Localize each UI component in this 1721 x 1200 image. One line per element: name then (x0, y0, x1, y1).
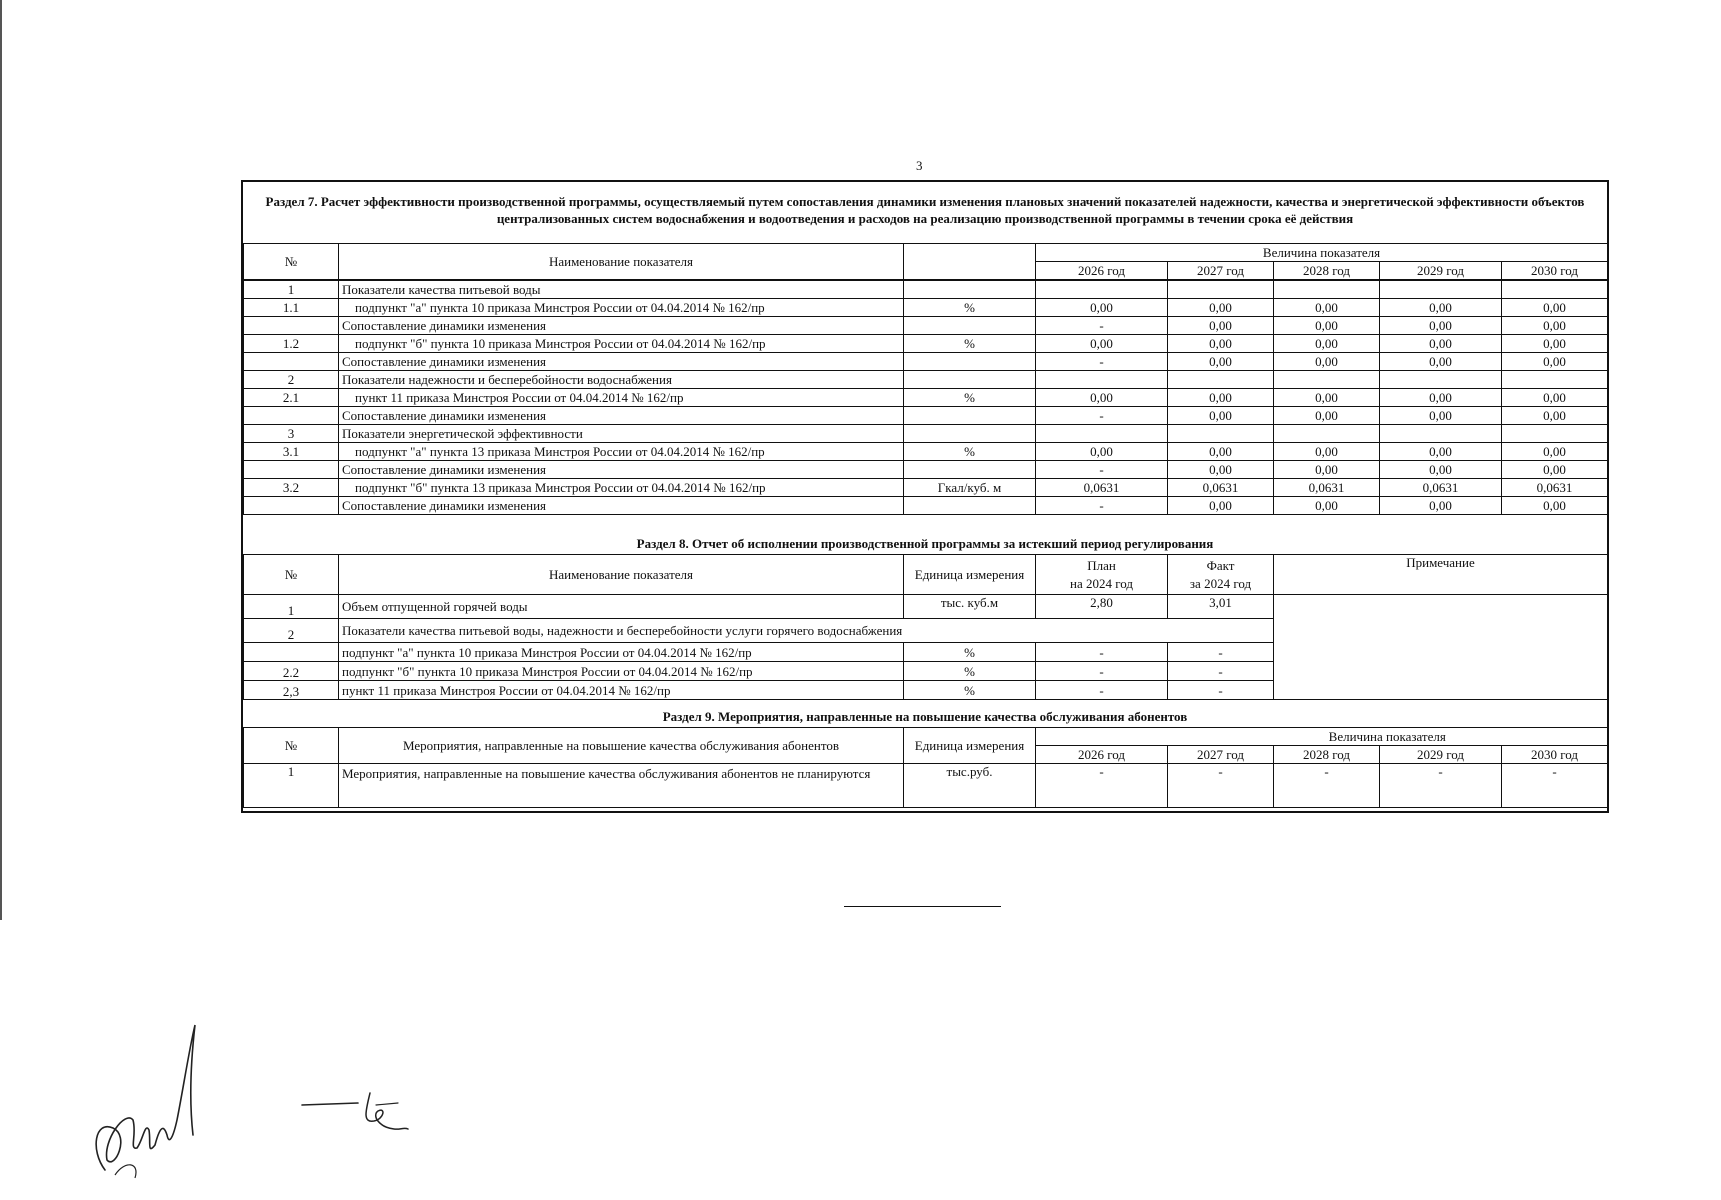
row-value: - (1036, 764, 1168, 808)
row-unit: % (904, 335, 1036, 353)
s7-year: 2026 год (1036, 262, 1168, 280)
s9-year: 2026 год (1036, 746, 1168, 764)
row-value: 0,00 (1502, 317, 1608, 335)
row-value (1168, 281, 1274, 299)
row-value: - (1380, 764, 1502, 808)
row-name: Показатели качества питьевой воды (339, 281, 904, 299)
row-name: Сопоставление динамики изменения (339, 317, 904, 335)
row-value: 0,00 (1380, 299, 1502, 317)
row-no (244, 461, 339, 479)
row-name: подпункт "а" пункта 10 приказа Минстроя России от 04.04.2014 № 162/пр (339, 643, 904, 662)
row-no: 3.2 (244, 479, 339, 497)
row-value: 0,00 (1380, 353, 1502, 371)
table-row (244, 595, 1608, 619)
row-value: 0,00 (1380, 335, 1502, 353)
row-unit (904, 353, 1036, 371)
row-value: 0,0631 (1036, 479, 1168, 497)
page-number: 3 (916, 158, 923, 173)
row-unit: тыс. куб.м (904, 595, 1036, 619)
row-value: 0,00 (1380, 407, 1502, 425)
s9-header-spacer (1036, 728, 1168, 746)
row-no (244, 317, 339, 335)
row-value: 0,00 (1274, 443, 1380, 461)
row-value: 0,0631 (1274, 479, 1380, 497)
row-no (244, 643, 339, 662)
row-no: 1 (244, 281, 339, 299)
row-unit: % (904, 443, 1036, 461)
table-row (244, 479, 1608, 497)
table-row (244, 497, 1608, 515)
row-plan: - (1036, 681, 1168, 700)
section8-table (243, 554, 1608, 700)
s9-year: 2028 год (1274, 746, 1380, 764)
row-value (1274, 281, 1380, 299)
table-row (244, 317, 1608, 335)
row-fact: - (1168, 662, 1274, 681)
row-value: - (1036, 407, 1168, 425)
row-name: подпункт "б" пункта 10 приказа Минстроя России от 04.04.2014 № 162/пр (339, 662, 904, 681)
row-value: - (1168, 764, 1274, 808)
row-value: 0,00 (1168, 353, 1274, 371)
section7-table (243, 243, 1608, 515)
row-value: 0,00 (1502, 443, 1608, 461)
row-name: пункт 11 приказа Минстроя России от 04.04.2014 № 162/пр (339, 681, 904, 700)
row-unit (904, 317, 1036, 335)
row-value: 0,00 (1274, 407, 1380, 425)
table-row (244, 371, 1608, 389)
s8-header-unit: Единица измерения (904, 555, 1036, 595)
row-value: 0,00 (1502, 407, 1608, 425)
page-edge-line (0, 0, 2, 920)
row-value: 0,00 (1502, 353, 1608, 371)
row-unit: % (904, 299, 1036, 317)
row-value (1168, 425, 1274, 443)
row-value (1036, 425, 1168, 443)
row-unit: Гкал/куб. м (904, 479, 1036, 497)
row-no: 2,3 (244, 681, 339, 700)
s8-header-plan-line2: на 2024 год (1070, 575, 1133, 591)
table-row (244, 389, 1608, 407)
row-no: 2 (244, 371, 339, 389)
row-name: подпункт "б" пункта 10 приказа Минстроя России от 04.04.2014 № 162/пр (339, 335, 904, 353)
row-unit: тыс.руб. (904, 764, 1036, 808)
s9-year: 2027 год (1168, 746, 1274, 764)
section8-title: Раздел 8. Отчет об исполнении производственной программы за истекший период регулирования (636, 536, 1214, 551)
s8-header-fact-line2: за 2024 год (1189, 575, 1252, 591)
row-value: 0,00 (1274, 317, 1380, 335)
row-no: 3.1 (244, 443, 339, 461)
row-value: 0,00 (1168, 335, 1274, 353)
row-value: 0,00 (1380, 497, 1502, 515)
table-row (244, 335, 1608, 353)
s7-year: 2027 год (1168, 262, 1274, 280)
section7-title: Раздел 7. Расчет эффективности производственной программы, осуществляемый путем сопоставления динамики изменения плановых значений показателей надежности, качества и энергетической эффективности объектов централизованных систем водоснабжения и водоотведения и расходов на реализацию производственной программы в течении срока её действия (265, 194, 1585, 226)
s9-header-value: Величина показателя (1168, 728, 1608, 746)
row-no: 1 (244, 595, 339, 619)
s8-header-plan-line1: План (1087, 557, 1116, 573)
table-row (244, 443, 1608, 461)
s9-header-unit: Единица измерения (904, 728, 1036, 764)
row-unit (904, 407, 1036, 425)
row-value: 0,00 (1036, 443, 1168, 461)
row-value: 0,00 (1380, 389, 1502, 407)
row-name: Показатели качества питьевой воды, надежности и бесперебойности услуги горячего водоснабжения (339, 619, 1274, 643)
row-plan: 2,80 (1036, 595, 1168, 619)
document-frame (241, 180, 1609, 813)
section9-table (243, 727, 1608, 808)
row-value: 0,00 (1036, 299, 1168, 317)
row-value: 0,00 (1168, 317, 1274, 335)
s7-header-no: № (244, 244, 339, 280)
row-unit (904, 497, 1036, 515)
row-name: Показатели надежности и бесперебойности водоснабжения (339, 371, 904, 389)
table-row (244, 353, 1608, 371)
row-no: 1.2 (244, 335, 339, 353)
row-plan: - (1036, 662, 1168, 681)
table-row (244, 425, 1608, 443)
row-value (1380, 425, 1502, 443)
row-value (1274, 425, 1380, 443)
row-no (244, 407, 339, 425)
row-value: 0,00 (1168, 299, 1274, 317)
s8-header-fact (1168, 555, 1274, 595)
row-unit (904, 371, 1036, 389)
row-name: Сопоставление динамики изменения (339, 353, 904, 371)
row-name: Сопоставление динамики изменения (339, 497, 904, 515)
table-row (244, 461, 1608, 479)
row-no: 1.1 (244, 299, 339, 317)
s9-header-no: № (244, 728, 339, 764)
row-value: 0,0631 (1168, 479, 1274, 497)
row-plan: - (1036, 643, 1168, 662)
row-value (1380, 281, 1502, 299)
row-value: 0,0631 (1502, 479, 1608, 497)
row-name: пункт 11 приказа Минстроя России от 04.04.2014 № 162/пр (339, 389, 904, 407)
row-value: - (1036, 461, 1168, 479)
row-value: 0,00 (1036, 389, 1168, 407)
row-unit (904, 425, 1036, 443)
table-row (244, 764, 1608, 808)
row-no: 1 (244, 764, 339, 808)
row-no: 2.1 (244, 389, 339, 407)
s7-header-name: Наименование показателя (339, 244, 904, 280)
row-value (1036, 371, 1168, 389)
row-fact: - (1168, 643, 1274, 662)
row-value: 0,00 (1168, 389, 1274, 407)
row-value (1502, 425, 1608, 443)
row-value: 0,00 (1502, 299, 1608, 317)
row-value: - (1274, 764, 1380, 808)
row-value: 0,00 (1168, 497, 1274, 515)
row-name: Сопоставление динамики изменения (339, 461, 904, 479)
row-value: 0,00 (1502, 461, 1608, 479)
signature-stroke-image (300, 1085, 430, 1140)
row-name: Объем отпущенной горячей воды (339, 595, 904, 619)
s8-header-name: Наименование показателя (339, 555, 904, 595)
row-value: 0,00 (1168, 443, 1274, 461)
s9-year: 2029 год (1380, 746, 1502, 764)
table-row (244, 407, 1608, 425)
row-value: 0,00 (1380, 443, 1502, 461)
s8-header-plan (1036, 555, 1168, 595)
row-value (1274, 371, 1380, 389)
row-fact: 3,01 (1168, 595, 1274, 619)
row-value: 0,00 (1380, 461, 1502, 479)
row-no: 3 (244, 425, 339, 443)
row-value: 0,00 (1502, 389, 1608, 407)
s9-year: 2030 год (1502, 746, 1608, 764)
row-value: 0,00 (1380, 317, 1502, 335)
row-no: 2 (244, 619, 339, 643)
s7-year: 2028 год (1274, 262, 1380, 280)
row-fact: - (1168, 681, 1274, 700)
row-unit (904, 461, 1036, 479)
row-name: Мероприятия, направленные на повышение качества обслуживания абонентов не планируются (339, 764, 904, 808)
table-row (244, 299, 1608, 317)
row-unit: % (904, 643, 1036, 662)
row-note (1274, 595, 1608, 700)
row-no (244, 497, 339, 515)
row-value: 0,00 (1274, 335, 1380, 353)
row-name: Сопоставление динамики изменения (339, 407, 904, 425)
row-value: 0,00 (1502, 335, 1608, 353)
row-no: 2.2 (244, 662, 339, 681)
row-value: 0,0631 (1380, 479, 1502, 497)
s8-header-fact-line1: Факт (1206, 557, 1235, 573)
row-value: 0,00 (1274, 461, 1380, 479)
row-unit: % (904, 389, 1036, 407)
s9-header-name: Мероприятия, направленные на повышение качества обслуживания абонентов (339, 728, 904, 764)
row-name: подпункт "а" пункта 13 приказа Минстроя России от 04.04.2014 № 162/пр (339, 443, 904, 461)
row-unit: % (904, 681, 1036, 700)
row-value: 0,00 (1502, 497, 1608, 515)
s7-year: 2030 год (1502, 262, 1608, 280)
row-value: - (1036, 497, 1168, 515)
s7-header-value: Величина показателя (1036, 244, 1608, 262)
row-value (1502, 371, 1608, 389)
row-value (1036, 281, 1168, 299)
row-value (1380, 371, 1502, 389)
row-unit: % (904, 662, 1036, 681)
row-unit (904, 281, 1036, 299)
row-value: - (1036, 353, 1168, 371)
row-no (244, 353, 339, 371)
table-row (244, 281, 1608, 299)
row-value: - (1036, 317, 1168, 335)
closing-rule (844, 906, 1001, 907)
row-name: Показатели энергетической эффективности (339, 425, 904, 443)
row-value (1168, 371, 1274, 389)
s8-header-no: № (244, 555, 339, 595)
row-value: 0,00 (1168, 407, 1274, 425)
row-value: 0,00 (1274, 497, 1380, 515)
row-name: подпункт "а" пункта 10 приказа Минстроя России от 04.04.2014 № 162/пр (339, 299, 904, 317)
row-value (1502, 281, 1608, 299)
row-name: подпункт "б" пункта 13 приказа Минстроя России от 04.04.2014 № 162/пр (339, 479, 904, 497)
section9-title: Раздел 9. Мероприятия, направленные на повышение качества обслуживания абонентов (662, 709, 1188, 724)
signature-image (85, 1010, 225, 1185)
row-value: 0,00 (1274, 353, 1380, 371)
row-value: 0,00 (1036, 335, 1168, 353)
row-value: 0,00 (1274, 389, 1380, 407)
s7-year: 2029 год (1380, 262, 1502, 280)
row-value: - (1502, 764, 1608, 808)
row-value: 0,00 (1274, 299, 1380, 317)
row-value: 0,00 (1168, 461, 1274, 479)
s8-header-note: Примечание (1274, 555, 1608, 595)
s7-header-unit (904, 244, 1036, 280)
